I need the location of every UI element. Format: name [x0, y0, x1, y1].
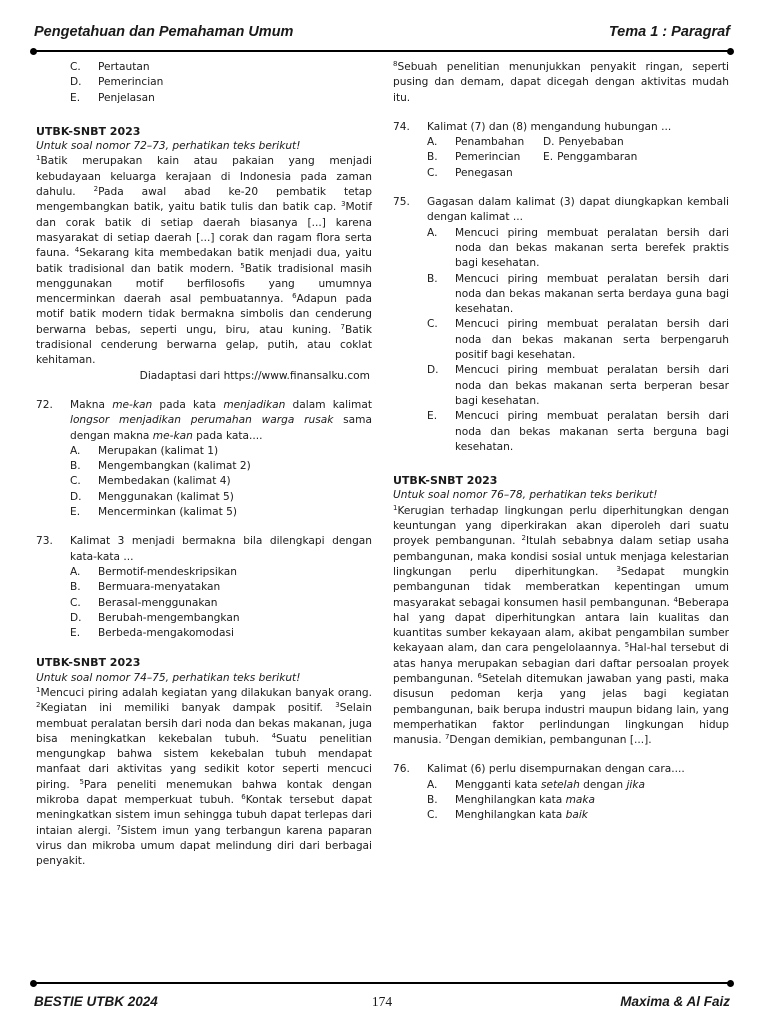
- passage-source: Diadaptasi dari https://www.finansalku.com: [139, 369, 370, 382]
- option-b: B. Pemerincian: [427, 151, 521, 164]
- option-d: D. Mencuci piring membuat peralatan bersih dari noda dan bekas makanan serta berperan besar bagi kesehatan.: [427, 364, 729, 407]
- page-number: 174: [371, 994, 393, 1009]
- question-74: 74. Kalimat (7) dan (8) mengandung hubungan ...: [393, 120, 672, 133]
- option-b: B. Mencuci piring membuat peralatan bersih dari noda dan bekas makanan serta berdaya guna bagi kesehatan.: [427, 272, 729, 316]
- header-book-title: Pengetahuan dan Pemahaman Umum: [34, 24, 294, 40]
- page-header: [34, 24, 730, 46]
- dishwashing-passage-continued: $^8$Sebuah penelitian menunjukkan penyakit ringan, seperti pusing dan demam, dapat dicegah dengan aktivitas mudah itu.: [393, 60, 729, 104]
- question-72: 72. Makna me-kan pada kata menjadikan dalam kalimat longsor menjadikan perumahan warga rusak sama dengan makna me-kan pada kata....: [36, 398, 373, 442]
- question-75: 75. Gagasan dalam kalimat (3) dapat diungkapkan kembali dengan kalimat ...: [393, 196, 729, 224]
- section-intro: Untuk soal nomor 76–78, perhatikan teks berikut!: [393, 489, 658, 502]
- question-74-options: [393, 135, 729, 181]
- option-c: C. Pertautan: [70, 61, 150, 73]
- option-c: C. Penegasan: [427, 166, 513, 179]
- option-e: E. Mencuci piring membuat peralatan bersih dari noda dan bekas makanan serta berguna bagi kesehatan.: [427, 410, 729, 453]
- question-75-options: [393, 226, 729, 455]
- option-e: E. Penjelasan: [70, 91, 155, 104]
- option-d: D. Pemerincian: [70, 76, 164, 89]
- section-intro: Untuk soal nomor 74–75, perhatikan teks berikut!: [36, 671, 301, 684]
- option-c: C. Mencuci piring membuat peralatan bersih dari noda dan bekas makanan serta berpengaruh positif bagi kesehatan.: [427, 318, 729, 362]
- option-a: A. Mencuci piring membuat peralatan bersih dari noda dan bekas makanan serta berefek praktis bagi kesehatan.: [427, 226, 729, 270]
- question-72-options: [36, 444, 372, 520]
- option-c: C. Berasal-menggunakan: [70, 596, 218, 609]
- section-title: UTBK-SNBT 2023: [393, 474, 498, 488]
- section-intro: Untuk soal nomor 72–73, perhatikan teks berikut!: [36, 140, 301, 153]
- right-column: [393, 60, 729, 824]
- section-title: UTBK-SNBT 2023: [36, 656, 141, 670]
- option-a: A. Bermotif-mendeskripsikan: [70, 565, 237, 578]
- footer-rule-dot-right: [727, 980, 734, 987]
- question-76: 76. Kalimat (6) perlu disempurnakan dengan cara....: [393, 763, 685, 776]
- option-a: A. Penambahan: [427, 136, 525, 149]
- option-b: B. Bermuara-menyatakan: [70, 581, 221, 594]
- option-d: D. Berubah-mengembangkan: [70, 611, 240, 624]
- question-73: 73. Kalimat 3 menjadi bermakna bila dilengkapi dengan kata-kata ...: [36, 535, 372, 563]
- batik-passage: $^1$Batik merupakan kain atau pakaian yang menjadi kebudayaan keluarga kerajaan di Indonesia pada zaman dahulu. $^2$Pada awal abad ke-20 pembatik tetap mengembangkan batik, yaitu batik tulis dan batik cap. $^3$Motif dan corak batik di setiap daerah biasanya [...] karena masyarakat di setiap daerah [...] corak dan ragam flora serta fauna. $^4$Sekarang kita membedakan batik menjadi dua, yaitu batik tradisional dan batik modern. $^5$Batik tradisional masih menggunakan motif berfilosofis yang umumnya mencerminkan daerah asal pembuatannya. $^6$Adapun pada motif batik modern tidak bermakna simbolis dan cenderung berwarna bebas, seperti ungu, biru, atau kuning. $^7$Batik tradisional cenderung berwarna gelap, putih, atau coklat kehitaman.: [36, 154, 372, 367]
- option-c: C. Membedakan (kalimat 4): [70, 475, 231, 488]
- option-a: A. Merupakan (kalimat 1): [70, 444, 219, 457]
- option-d: D. Penyebaban: [543, 136, 624, 149]
- option-e: E. Berbeda-mengakomodasi: [70, 627, 234, 640]
- footer-rule: [34, 982, 730, 984]
- option-a: A. Mengganti kata setelah dengan jika: [427, 778, 645, 791]
- left-column: [36, 60, 372, 870]
- option-row: [393, 135, 729, 150]
- footer-book-name: BESTIE UTBK 2024: [34, 994, 158, 1009]
- option-c: C. Menghilangkan kata baik: [427, 809, 588, 822]
- development-passage: $^1$Kerugian terhadap lingkungan perlu diperhitungkan dengan keuntungan yang diperkirakan akan diperoleh dari suatu proyek pembangunan. $^2$Itulah sebabnya dalam setiap usaha pembangunan, maka kondisi sosial untuk menjaga kelestarian lingkungan perlu diperhitungkan. $^3$Sedapat mungkin pembangunan tidak memberatkan kepentingan umum masyarakat sebagai konsumen hasil pembangunan. $^4$Beberapa hal yang dapat diperhitungkan antara lain kualitas dan kuantitas sumber kekayaan alam, akibat pengambilan sumber kekayaan alam, dan cara pengelolaannya. $^5$Hal-hal tersebut di atas hanya merupakan sebagian dari daftar persoalan proyek pembangunan. $^6$Setelah ditemukan jawaban yang pasti, maka disusun pedoman kerja yang jelas bagi kegiatan pembangunan, baik berupa industri maupun bidang lain, yang memperhatikan faktor perlindungan lingkungan hidup manusia. $^7$Dengan demikian, pembangunan [...].: [393, 503, 729, 747]
- question-76-options: [393, 778, 729, 824]
- section-title: UTBK-SNBT 2023: [36, 124, 141, 138]
- header-theme: Tema 1 : Paragraf: [608, 24, 730, 40]
- option-d: D. Menggunakan (kalimat 5): [70, 490, 234, 503]
- option-row: [393, 150, 729, 165]
- carryover-options: [36, 60, 372, 106]
- option-b: B. Menghilangkan kata maka: [427, 794, 596, 807]
- option-e: E. Mencerminkan (kalimat 5): [70, 506, 238, 519]
- footer-publisher: Maxima & Al Faiz: [620, 994, 730, 1009]
- question-73-options: [36, 565, 372, 641]
- header-rule: [34, 50, 730, 52]
- header-rule-dot-right: [727, 48, 734, 55]
- option-e: E. Penggambaran: [543, 151, 638, 164]
- dishwashing-passage: $^1$Mencuci piring adalah kegiatan yang dilakukan banyak orang. $^2$Kegiatan ini memiliki banyak dampak positif. $^3$Selain membuat peralatan bersih dari noda dan bekas makanan, juga bisa meningkatkan kekebalan tubuh. $^4$Suatu penelitian mengungkap bahwa sistem kekebalan tubuh mendapat manfaat dari aktivitas yang sedikit kotor seperti mencuci piring. $^5$Para peneliti menemukan bahwa kontak dengan mikroba dapat memperkuat tubuh. $^6$Kontak tersebut dapat meningkatkan sistem imun sehingga tubuh dapat terlepas dari intaian alergi. $^7$Sistem imun yang terbangun karena paparan virus dan mikroba umum dapat melindung diri dari berbagai penyakit.: [36, 685, 372, 868]
- page-footer: [34, 994, 730, 1014]
- option-b: B. Mengembangkan (kalimat 2): [70, 460, 251, 473]
